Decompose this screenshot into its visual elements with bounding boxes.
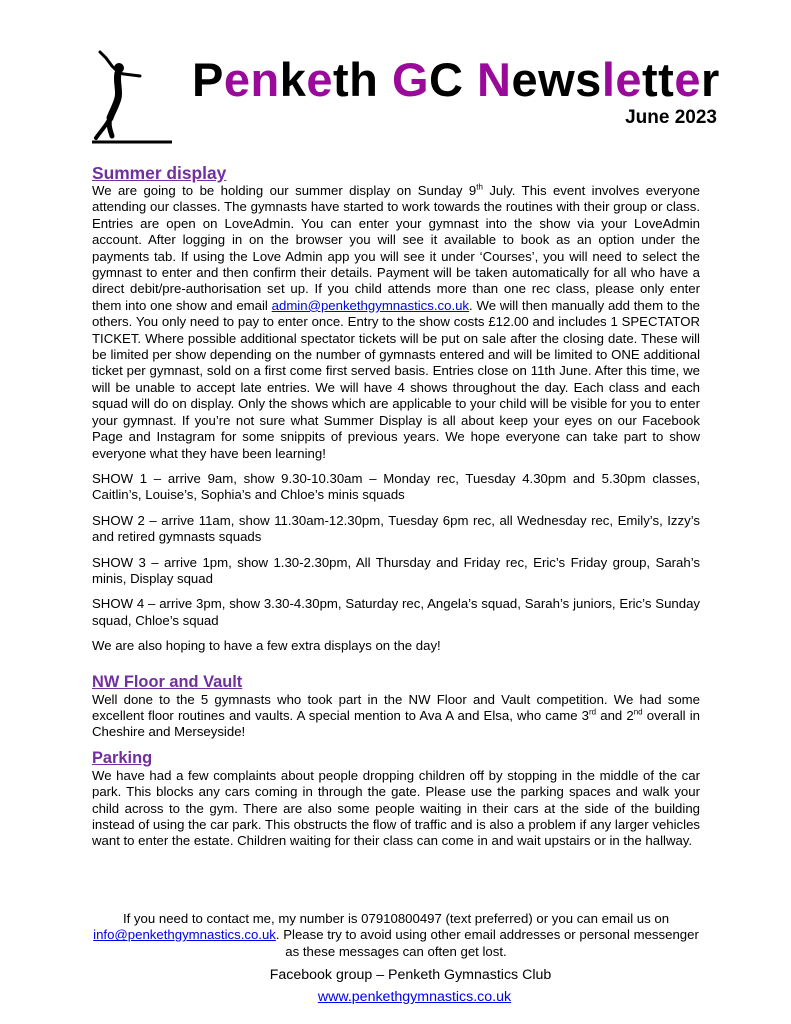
title-part: C — [429, 53, 464, 106]
title-part: tt — [642, 53, 675, 106]
parking-text: We have had a few complaints about people dropping children off by stopping in the middle of the car park. This blocks any cars coming in through the gate. Please use the parking spaces and walk your child across to the gym. There are also some people waiting in their cars at the side of the building instead of using the car park. This obstructs the flow of traffic and is also a problem if any larger vehicles want to enter the estate. Children waiting for their class can come in and wait upstairs or in the hallway. — [92, 767, 700, 849]
title-part: en — [223, 53, 280, 106]
website-link[interactable]: www.penkethgymnastics.co.uk — [317, 989, 512, 1005]
show-1: SHOW 1 – arrive 9am, show 9.30-10.30am – Monday rec, Tuesday 4.30pm and 5.30pm classes, Caitlin’s, Louise’s, Sophia’s and Chloe’s minis squads — [92, 470, 700, 503]
newsletter-date: June 2023 — [625, 107, 717, 128]
nw-text-1: Well done to the 5 gymnasts who took part in the NW Floor and Vault competition. We had some excellent floor routines and vaults. A special mention to Ava A and Elsa, who came 3 — [92, 691, 700, 723]
intro-text-2: July. This event involves everyone attending our classes. The gymnasts have started to work towards the routines with their group or class. Entries are open on LoveAdmin. You can enter your gymnast into the show via your LoveAdmin account. After logging in on the browser you will see it available to book as an option under the payments tab. If using the Love Admin app you will see it under ‘Courses’, you will need to select the gymnast to enter and then confirm their details. Payment will be taken automatically for all who have a direct debit/pre-authorisation set up. If you child attends more than one rec class, please only enter them into one show and email — [92, 183, 700, 313]
title-part: r — [700, 53, 720, 106]
newsletter-title — [192, 54, 720, 106]
title-part: e — [306, 53, 333, 106]
contact-text-1: If you need to contact me, my number is 07910800497 (text preferred) or you can email us on — [122, 911, 670, 926]
summer-display-heading: Summer display — [92, 163, 227, 183]
admin-email-link[interactable]: admin@penkethgymnastics.co.uk — [271, 297, 470, 313]
title-part: k — [279, 53, 307, 106]
summer-display-intro — [92, 183, 700, 462]
contact-text-2: . Please try to avoid using other email addresses or personal messenger as these messages can often get lost. — [275, 927, 699, 959]
newsletter-body — [92, 164, 700, 850]
nw-sup-2: nd — [633, 707, 643, 717]
parking-heading: Parking — [92, 748, 153, 767]
title-part — [463, 53, 477, 106]
gymnast-logo-icon — [88, 46, 178, 148]
facebook-group-text: Facebook group – Penketh Gymnastics Club — [269, 967, 552, 983]
nw-text-3: overall in Cheshire and Merseyside! — [92, 707, 700, 740]
intro-text-3: . We will then manually add them to the others. You only need to pay to enter once. Entry to the show costs £12.00 and includes 1 SPECTATOR TICKET. Where possible additional spectator tickets will be put on sale after the closing date. These will be limited per show depending on the number of gymnasts entered and will be limited to ONE additional ticket per gymnast, sold on a first come first served basis. Entries close on 11th June. After this time, we will be unable to accept late entries. We will have 4 shows throughout the day. Each class and each squad will do on display. Only the shows which are applicable to your child will be visible for you to enter your gymnast. If you’re not sure what Summer Display is all about keep your eyes on our Facebook Page and Instagram for some snippits of previous years. We hope everyone can take part to show everyone what they have been learning! — [92, 297, 700, 461]
nw-text-2: and 2 — [596, 707, 634, 723]
show-4: SHOW 4 – arrive 3pm, show 3.30-4.30pm, Saturday rec, Angela’s squad, Sarah’s juniors, Eric’s Sunday squad, Chloe’s squad — [92, 596, 700, 628]
info-email-link[interactable]: info@penkethgymnastics.co.uk — [93, 927, 276, 943]
intro-superscript: th — [476, 182, 483, 192]
show-2: SHOW 2 – arrive 11am, show 11.30am-12.30pm, Tuesday 6pm rec, all Wednesday rec, Emily’s, Izzy’s and retired gymnasts squads — [92, 512, 700, 545]
website-link-wrap — [0, 988, 791, 1006]
intro-text-1: We are going to be holding our summer display on Sunday 9 — [92, 183, 477, 198]
title-part: G — [391, 53, 429, 106]
title-part — [378, 53, 392, 106]
title-part: ews — [511, 53, 602, 106]
nw-floor-vault-heading: NW Floor and Vault — [92, 672, 243, 691]
title-part: th — [333, 53, 379, 106]
nw-floor-vault-text — [92, 692, 700, 741]
title-part: e — [674, 53, 701, 106]
title-part: P — [192, 53, 224, 106]
extra-displays-note: We are also hoping to have a few extra displays on the day! — [92, 638, 441, 654]
nw-sup-1: rd — [589, 707, 597, 717]
title-part: le — [601, 53, 643, 106]
show-3: SHOW 3 – arrive 1pm, show 1.30-2.30pm, All Thursday and Friday rec, Eric’s Friday group, Sarah’s minis, Display squad — [92, 554, 700, 586]
title-part: N — [477, 53, 512, 106]
contact-footer — [92, 911, 700, 960]
